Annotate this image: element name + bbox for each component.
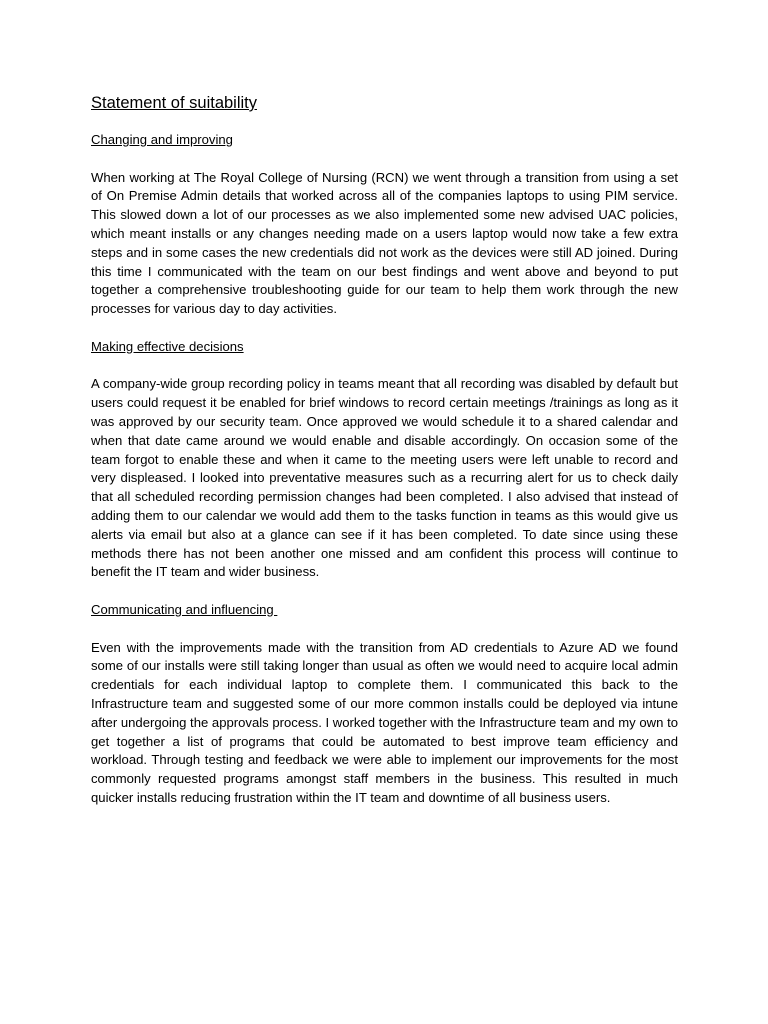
section-body-making-effective-decisions: A company-wide group recording policy in teams meant that all recording was disabled by default but users could request it be enabled for brief windows to record certain meetings /trainings as long as it was approved by our security team. Once approved we would schedule it to a shared calendar and when that date came around we would enable and disable accordingly. On occasion some of the team forgot to enable these and when it came to the meeting users were left unable to record and very displeased. I looked into preventative measures such as a recurring alert for us to check daily that all scheduled recording permission changes had been completed. I also advised that instead of adding them to our calendar we would add them to the tasks function in teams as this would give us alerts via email but also at a glance can see if it has been completed. To date since using these methods there has not been another one missed and am confident this process will continue to benefit the IT team and wider business. — [91, 376, 678, 580]
section-body-changing-and-improving: When working at The Royal College of Nursing (RCN) we went through a transition from using a set of On Premise Admin details that worked across all of the companies laptops to using PIM service. This slowed down a lot of our processes as we also implemented some new advised UAC policies, which meant installs or any changes needing made on a users laptop would now take a few extra steps and in some cases the new credentials did not work as the devices were still AD joined. During this time I communicated with the team on our best findings and went above and beyond to put together a comprehensive troubleshooting guide for our team to help them work through the new processes for various day to day activities. — [91, 169, 678, 317]
section-body-communicating-and-influencing: Even with the improvements made with the transition from AD credentials to Azure AD we found some of our installs were still taking longer than usual as often we would need to acquire local admin credentials for each individual laptop to complete them. I communicated this back to the Infrastructure team and suggested some of our more common installs could be deployed via intune after undergoing the approvals process. I worked together with the Infrastructure team and my own to get together a list of programs that could be automated to best improve team efficiency and workload. Through testing and feedback we were able to implement our improvements for the most commonly requested programs amongst staff members in the business. This resulted in much quicker installs reducing frustration within the IT team and downtime of all business users. — [91, 639, 678, 805]
document-page — [91, 93, 678, 826]
document-title: Statement of suitability — [91, 94, 257, 112]
section-heading-changing-and-improving: Changing and improving — [91, 132, 233, 147]
section-heading-making-effective-decisions: Making effective decisions — [91, 338, 244, 354]
section-heading-communicating-and-influencing: Communicating and influencing — [91, 601, 278, 617]
